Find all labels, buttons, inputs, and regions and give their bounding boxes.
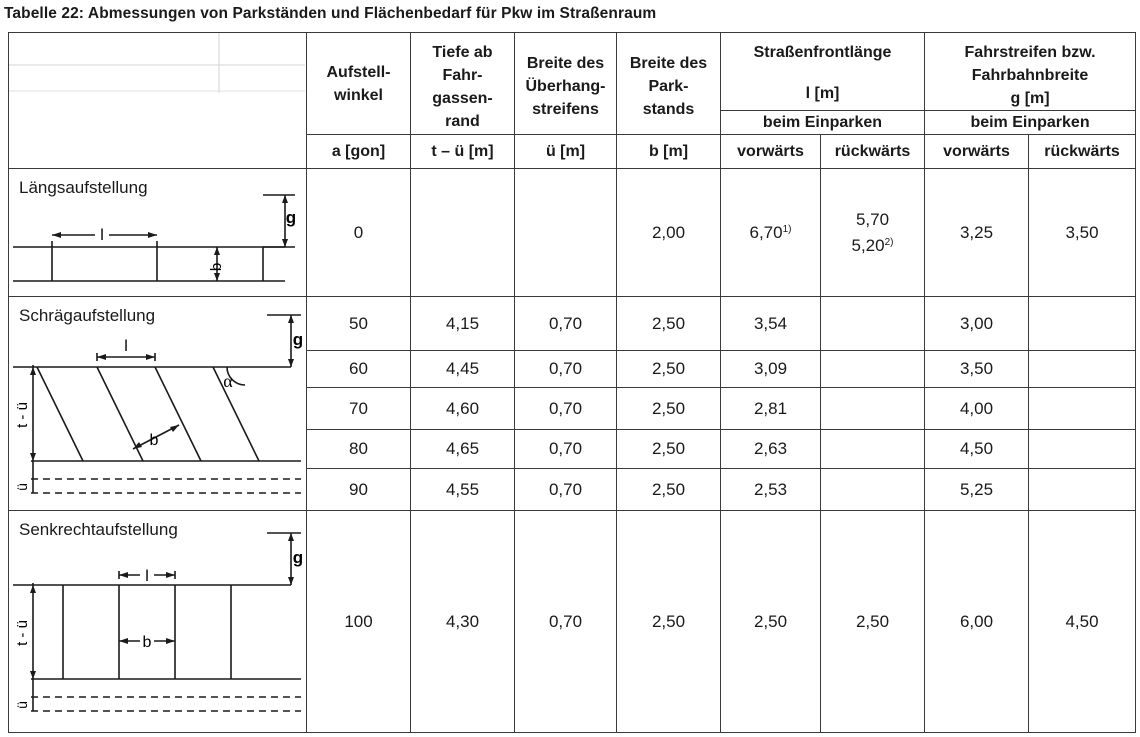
schraeg-b-0: 2,50: [617, 297, 721, 351]
header-aufstellwinkel-line2: winkel: [334, 86, 383, 104]
header-strassen-beim-einparken: beim Einparken: [721, 111, 925, 135]
header-fahr-line2: Fahrbahnbreite: [971, 67, 1089, 84]
schraeg-u-4: 0,70: [515, 469, 617, 511]
schraeg-grueck-0: [1029, 297, 1136, 351]
senkrecht-diagram-svg: [9, 511, 305, 733]
senkrecht-label-b: b: [142, 634, 152, 651]
header-tiefe-line1: Tiefe ab: [432, 44, 493, 61]
header-sym-tu: t – ü [m]: [411, 135, 515, 169]
schraeg-lrueck-2: [821, 388, 925, 430]
schraeg-lrueck-3: [821, 430, 925, 469]
header-tiefe-line4: rand: [445, 113, 480, 130]
laengs-l-rueck: [821, 169, 925, 297]
header-breite: [617, 33, 721, 135]
schraeg-b-2: 2,50: [617, 388, 721, 430]
senkrecht-label-tu: t - ü: [14, 620, 31, 646]
schraeg-u-3: 0,70: [515, 430, 617, 469]
diagram-schraeg: [9, 297, 307, 511]
schraeg-tu-3: 4,65: [411, 430, 515, 469]
laengs-label-g: g: [285, 208, 297, 227]
senkrecht-gvor: 6,00: [925, 511, 1029, 733]
header-aufstellwinkel: [307, 33, 411, 135]
senkrecht-label-g: g: [292, 548, 304, 567]
header-aufstellwinkel-line1: Aufstell-: [326, 63, 391, 81]
diagram-senkrecht: [9, 511, 307, 733]
schraeg-a-4: 90: [307, 469, 411, 511]
header-strassen-line1: Straßenfrontlänge: [753, 44, 892, 61]
schraeg-gvor-0: 3,00: [925, 297, 1029, 351]
schraeg-tu-4: 4,55: [411, 469, 515, 511]
schraeg-gvor-1: 3,50: [925, 351, 1029, 388]
header-strassenfrontlaenge: [721, 33, 925, 111]
schraeg-lvor-0: 3,54: [721, 297, 821, 351]
laengs-label-b: b: [208, 262, 225, 272]
header-g-rueckwaerts: rückwärts: [1029, 135, 1136, 169]
senkrecht-label-u: ü: [14, 701, 30, 709]
schraeg-grueck-3: [1029, 430, 1136, 469]
header-l-rueckwaerts: rückwärts: [821, 135, 925, 169]
laengs-l-vor-value: 6,70: [749, 222, 783, 242]
schraeg-gvor-3: 4,50: [925, 430, 1029, 469]
schraeg-grueck-1: [1029, 351, 1136, 388]
footnote-1: 1): [782, 223, 792, 235]
schraeg-tu-1: 4,45: [411, 351, 515, 388]
header-ueberhang-line2: Überhang-: [525, 78, 606, 95]
row-senkrecht: [9, 511, 1136, 733]
section-label-laengs: Längsaufstellung: [19, 178, 148, 197]
header-ueberhang-line3: streifens: [532, 101, 599, 118]
laengs-b: 2,00: [617, 169, 721, 297]
schraeg-a-1: 60: [307, 351, 411, 388]
row-schraeg-50: [9, 297, 1136, 351]
schraeg-grueck-4: [1029, 469, 1136, 511]
laengs-l-rueck-2: 5,20: [851, 236, 885, 255]
diagram-laengs: [9, 169, 307, 297]
schraeg-b-4: 2,50: [617, 469, 721, 511]
schraeg-b-3: 2,50: [617, 430, 721, 469]
header-ueberhang: [515, 33, 617, 135]
laengs-tu: [411, 169, 515, 297]
schraeg-grueck-2: [1029, 388, 1136, 430]
laengs-diagram-svg: [9, 169, 305, 297]
laengs-u: [515, 169, 617, 297]
schraeg-lvor-1: 3,09: [721, 351, 821, 388]
section-label-senkrecht: Senkrechtaufstellung: [19, 520, 178, 539]
schraeg-b-1: 2,50: [617, 351, 721, 388]
schraeg-lrueck-0: [821, 297, 925, 351]
header-strassen-line2: l [m]: [805, 85, 840, 102]
header-sym-a: a [gon]: [307, 135, 411, 169]
schraeg-a-2: 70: [307, 388, 411, 430]
schraeg-lrueck-4: [821, 469, 925, 511]
header-tiefe: [411, 33, 515, 135]
section-label-schraeg: Schrägaufstellung: [19, 306, 156, 325]
schraeg-diagram-svg: [9, 297, 305, 511]
laengs-g-rueck: 3,50: [1029, 169, 1136, 297]
laengs-g-vor: 3,25: [925, 169, 1029, 297]
header-fahr-line1: Fahrstreifen bzw.: [964, 44, 1096, 61]
schraeg-gvor-4: 5,25: [925, 469, 1029, 511]
senkrecht-grueck: 4,50: [1029, 511, 1136, 733]
schraeg-u-1: 0,70: [515, 351, 617, 388]
schraeg-lrueck-1: [821, 351, 925, 388]
table-caption: Tabelle 22: Abmessungen von Parkständen und Flächenbedarf für Pkw im Straßenraum: [4, 5, 657, 22]
schraeg-a-0: 50: [307, 297, 411, 351]
schraeg-u-0: 0,70: [515, 297, 617, 351]
senkrecht-tu: 4,30: [411, 511, 515, 733]
header-ueberhang-line1: Breite des: [526, 55, 605, 72]
schraeg-tu-2: 4,60: [411, 388, 515, 430]
schraeg-tu-0: 4,15: [411, 297, 515, 351]
parking-dimensions-table: [8, 32, 1136, 733]
header-breite-line2: Park-: [648, 78, 689, 95]
header-empty-cell: [9, 33, 307, 169]
schraeg-lvor-2: 2,81: [721, 388, 821, 430]
laengs-label-l: l: [100, 227, 104, 244]
schraeg-a-3: 80: [307, 430, 411, 469]
header-g-vorwaerts: vorwärts: [925, 135, 1029, 169]
senkrecht-lvor: 2,50: [721, 511, 821, 733]
header-fahrstreifen: [925, 33, 1136, 111]
schraeg-label-l: l: [124, 338, 128, 355]
header-tiefe-line2: Fahr-: [442, 67, 483, 84]
header-sym-b: b [m]: [617, 135, 721, 169]
schraeg-label-alpha: α: [223, 371, 233, 391]
schraeg-gvor-2: 4,00: [925, 388, 1029, 430]
senkrecht-b: 2,50: [617, 511, 721, 733]
row-laengs: [9, 169, 1136, 297]
header-breite-line1: Breite des: [629, 55, 708, 72]
header-fahr-beim-einparken: beim Einparken: [925, 111, 1136, 135]
ghost-background: [9, 33, 305, 163]
laengs-a: 0: [307, 169, 411, 297]
laengs-l-rueck-1: 5,70: [855, 210, 890, 229]
header-tiefe-line3: gassen-: [432, 90, 493, 107]
schraeg-label-g: g: [292, 330, 304, 349]
schraeg-u-2: 0,70: [515, 388, 617, 430]
schraeg-lvor-3: 2,63: [721, 430, 821, 469]
senkrecht-label-l: l: [145, 568, 149, 585]
schraeg-lvor-4: 2,53: [721, 469, 821, 511]
footnote-2: 2): [884, 237, 894, 248]
schraeg-label-u: ü: [14, 483, 30, 491]
senkrecht-lrueck: 2,50: [821, 511, 925, 733]
header-sym-u: ü [m]: [515, 135, 617, 169]
laengs-l-vor: [721, 169, 821, 297]
header-l-vorwaerts: vorwärts: [721, 135, 821, 169]
header-fahr-line3: g [m]: [1010, 90, 1050, 107]
senkrecht-a: 100: [307, 511, 411, 733]
senkrecht-u: 0,70: [515, 511, 617, 733]
header-breite-line3: stands: [642, 101, 695, 118]
schraeg-label-tu: t - ü: [14, 402, 31, 428]
schraeg-label-b: b: [149, 432, 159, 449]
